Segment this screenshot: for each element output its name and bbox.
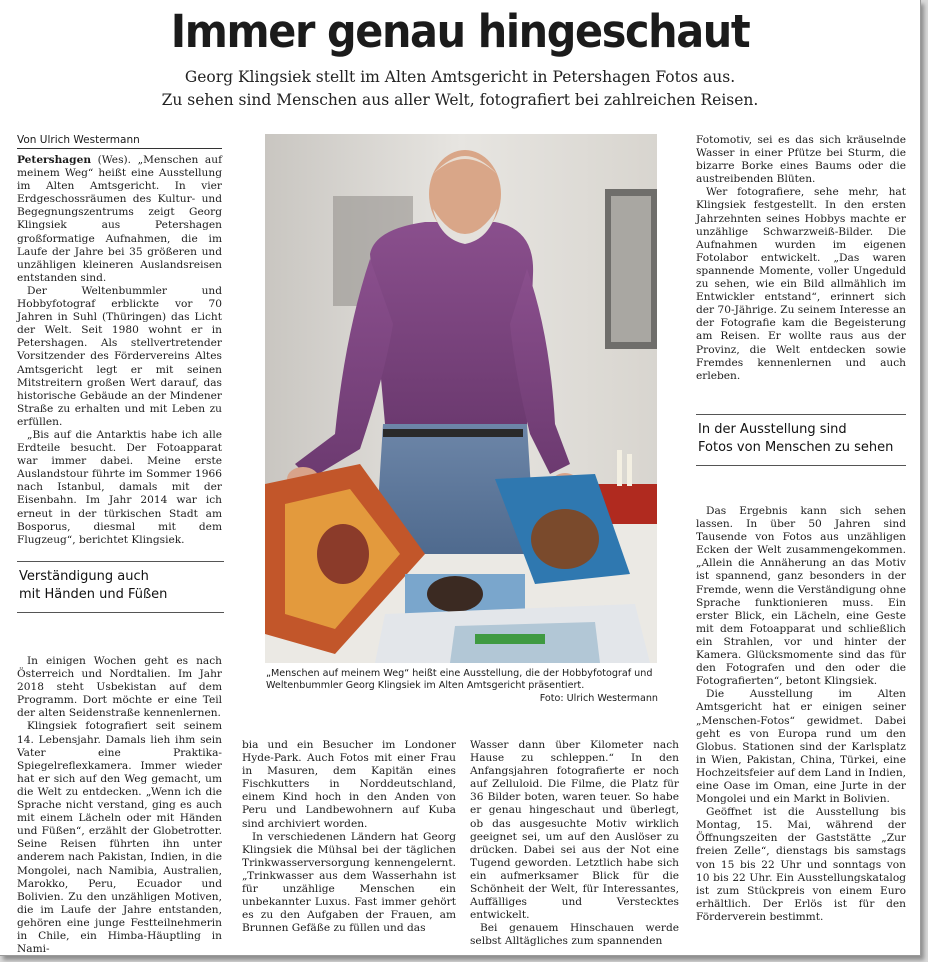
subheading-1 [17, 561, 224, 613]
paragraph: Das Ergebnis kann sich sehen lassen. In über 50 Jahren sind Tausende von Fotos aus unzähligen Ecken der Welt zusammengekommen. „Allein die Annäherung an das Motiv ist spannend, ganz besonders in der Fremde, wenn die Verständigung ohne Sprache funktionieren muss. Ein erster Blick, ein Lächeln, eine Geste mit dem Fotoapparat und schließlich ein Strahlen, vor und hinter der Kamera. Glücksmomente sind das für den Fotografen und den oder die Fotografierten“, betont Klingsiek. [696, 505, 906, 688]
subheading-1-line-2: mit Händen und Füßen [19, 587, 168, 602]
lead-paragraph [17, 154, 222, 285]
subheadline-line-2: Zu sehen sind Menschen aus aller Welt, fotografiert bei zahlreichen Reisen. [161, 91, 759, 109]
paragraph: Wer fotografiere, sehe mehr, hat Klingsiek festgestellt. In den ersten Jahrzehnten seines Hobbys machte er unzählige Schwarzweiß-Bilder. Die Aufnahmen wurden im eigenen Fotolabor entwickelt. „Das waren spannende Momente, voller Ungeduld zu sehen, wie ein Bild allmählich im Entwickler entstand“, erinnert sich der 70-Jährige. Zu seinem Interesse an der Fotografie kam die Begeisterung am Reisen. Er wollte raus aus der Provinz, die Welt entdecken sowie Fremdes kennenlernen und auch erleben. [696, 186, 906, 382]
photo-illustration [265, 134, 657, 663]
column-4-upper [696, 134, 906, 383]
headline: Immer genau hingeschaut [170, 5, 750, 58]
lead-text: (Wes). „Menschen auf meinem Weg“ heißt eine Ausstellung im Alten Amtsgericht. In vier Erdgeschossräumen des Kultur- und Begegnungszentrums zeigt Georg Klingsiek aus Petershagen großformatige Aufnahmen, die im Laufe der Jahre bei 35 größeren und unzähligen kleineren Auslandsreisen entstanden sind. [17, 154, 222, 284]
subheadline [0, 66, 920, 112]
paragraph: Bei genauem Hinschauen werde selbst Alltägliches zum spannenden [470, 922, 679, 948]
paragraph: In einigen Wochen geht es nach Österreich und Nordtalien. Im Jahr 2018 steht Usbekistan auf dem Programm. Dort möchte er eine Teil der alten Seidenstraße kennenlernen. [17, 655, 222, 720]
column-2 [242, 739, 456, 935]
column-1-lower [17, 655, 222, 956]
paragraph: Wasser dann über Kilometer nach Hause zu schleppen.“ In den Anfangsjahren fotografierte er noch auf Zelluloid. Die Filme, die Platz für 36 Bilder boten, waren teuer. So habe er genau hingeschaut und überlegt, ob das ausgesuchte Motiv wirklich geeignet sei, um auf den Auslöser zu drücken. Dabei sei aus der Not eine Tugend geworden. Letztlich habe sich ein aufmerksamer Blick für die Schönheit der Welt, für Interessantes, Auffälliges und Verstecktes entwickelt. [470, 739, 679, 922]
subheading-2-line-2: Fotos von Menschen zu sehen [698, 440, 894, 455]
paragraph: „Bis auf die Antarktis habe ich alle Erdteile besucht. Der Fotoapparat war immer dabei. Meine erste Auslandstour führte im Sommer 1966 nach Istanbul, damals mit der Eisenbahn. Im Jahr 2014 war ich erneut in der türkischen Stadt am Bosporus, diesmal mit dem Flugzeug“, berichtet Klingsiek. [17, 428, 222, 546]
paragraph: Der Weltenbummler und Hobbyfotograf erblickte vor 70 Jahren in Suhl (Thüringen) das Licht der Welt. Seit 1980 wohnt er in Petershagen. Als stellvertretender Vorsitzender des Fördervereins Altes Amtsgericht legt er mit seinen Mitstreitern großen Wert darauf, das historische Gebäude an der Mindener Straße zu erhalten und mit Leben zu erfüllen. [17, 284, 222, 428]
subheading-1-line-1: Verständigung auch [19, 569, 149, 584]
subheading-2-line-1: In der Ausstellung sind [698, 422, 847, 437]
subheading-2 [696, 414, 906, 466]
column-3 [470, 739, 679, 949]
paragraph: Klingsiek fotografiert seit seinem 14. Lebensjahr. Damals lieh ihm sein Vater eine Praktika-Spiegelreflexkamera. Immer wieder hat er sich auf den Weg gemacht, um die Welt zu entdecken. „Wenn ich die Sprache nicht verstand, ging es auch mit einem Lächeln oder mit Händen und Füßen“, erzählt der Globetrotter. Seine Reisen führten ihn unter anderem nach Pakistan, Indien, in die Mongolei, nach Namibia, Australien, Marokko, Peru, Ecuador und Bolivien. Zu den unzähligen Motiven, die im Laufe der Jahre entstanden, gehören eine junge Festteilnehmerin in Chile, ein Himba-Häuptling in Nami- [17, 720, 222, 956]
column-4-lower [696, 505, 906, 924]
paragraph: Geöffnet ist die Ausstellung bis Montag, 15. Mai, während der Öffnungszeiten der Gaststätte „Zur freien Zelle“, dienstags bis samstags von 15 bis 22 Uhr und sonntags von 10 bis 22 Uhr. Ein Ausstellungskatalog ist zum Stückpreis von einem Euro erhältlich. Der Erlös ist für den Förderverein bestimmt. [696, 806, 906, 923]
column-1-upper [17, 154, 222, 547]
photo-caption [266, 668, 658, 705]
paragraph: In verschiedenen Ländern hat Georg Klingsiek die Mühsal bei der täglichen Trinkwasserversorgung kennengelernt. „Trinkwasser aus dem Wasserhahn ist für unzählige Menschen ein unbekannter Luxus. Fast immer gehört es zu den Aufgaben der Frauen, am Brunnen Gefäße zu füllen und das [242, 830, 456, 935]
paragraph: Die Ausstellung im Alten Amtsgericht hat er einigen seiner „Menschen-Fotos“ gewidmet. Dabei geht es von Europa rund um den Globus. Stationen sind der Karlsplatz in Wien, Pakistan, China, Türkei, eine Hochzeitsfeier auf dem Land in Indien, eine Oase im Oman, eine Jurte in der Mongolei und ein Markt in Bolivien. [696, 688, 907, 806]
photo-credit: Foto: Ulrich Westermann [539, 692, 658, 704]
paragraph: Fotomotiv, sei es das sich kräuselnde Wasser in einer Pfütze bei Sturm, die bizarre Borke eines Baums oder die austreibenden Blüten. [696, 134, 906, 186]
article-photo [265, 134, 657, 663]
caption-text: „Menschen auf meinem Weg“ heißt eine Ausstellung, die der Hobbyfotograf und Weltenbummler Georg Klingsiek im Alten Amtsgericht präsentiert. [266, 668, 653, 692]
subheadline-line-1: Georg Klingsiek stellt im Alten Amtsgericht in Petershagen Fotos aus. [184, 68, 736, 86]
dateline: Petershagen [17, 154, 92, 166]
byline: Von Ulrich Westermann [17, 134, 222, 149]
paragraph: bia und ein Besucher im Londoner Hyde-Park. Auch Fotos mit einer Frau in Masuren, dem Kapitän eines Fischkutters in Norddeutschland, einem Kind hoch in den Anden von Peru und Landbewohnern auf Kuba sind archiviert worden. [242, 739, 456, 830]
